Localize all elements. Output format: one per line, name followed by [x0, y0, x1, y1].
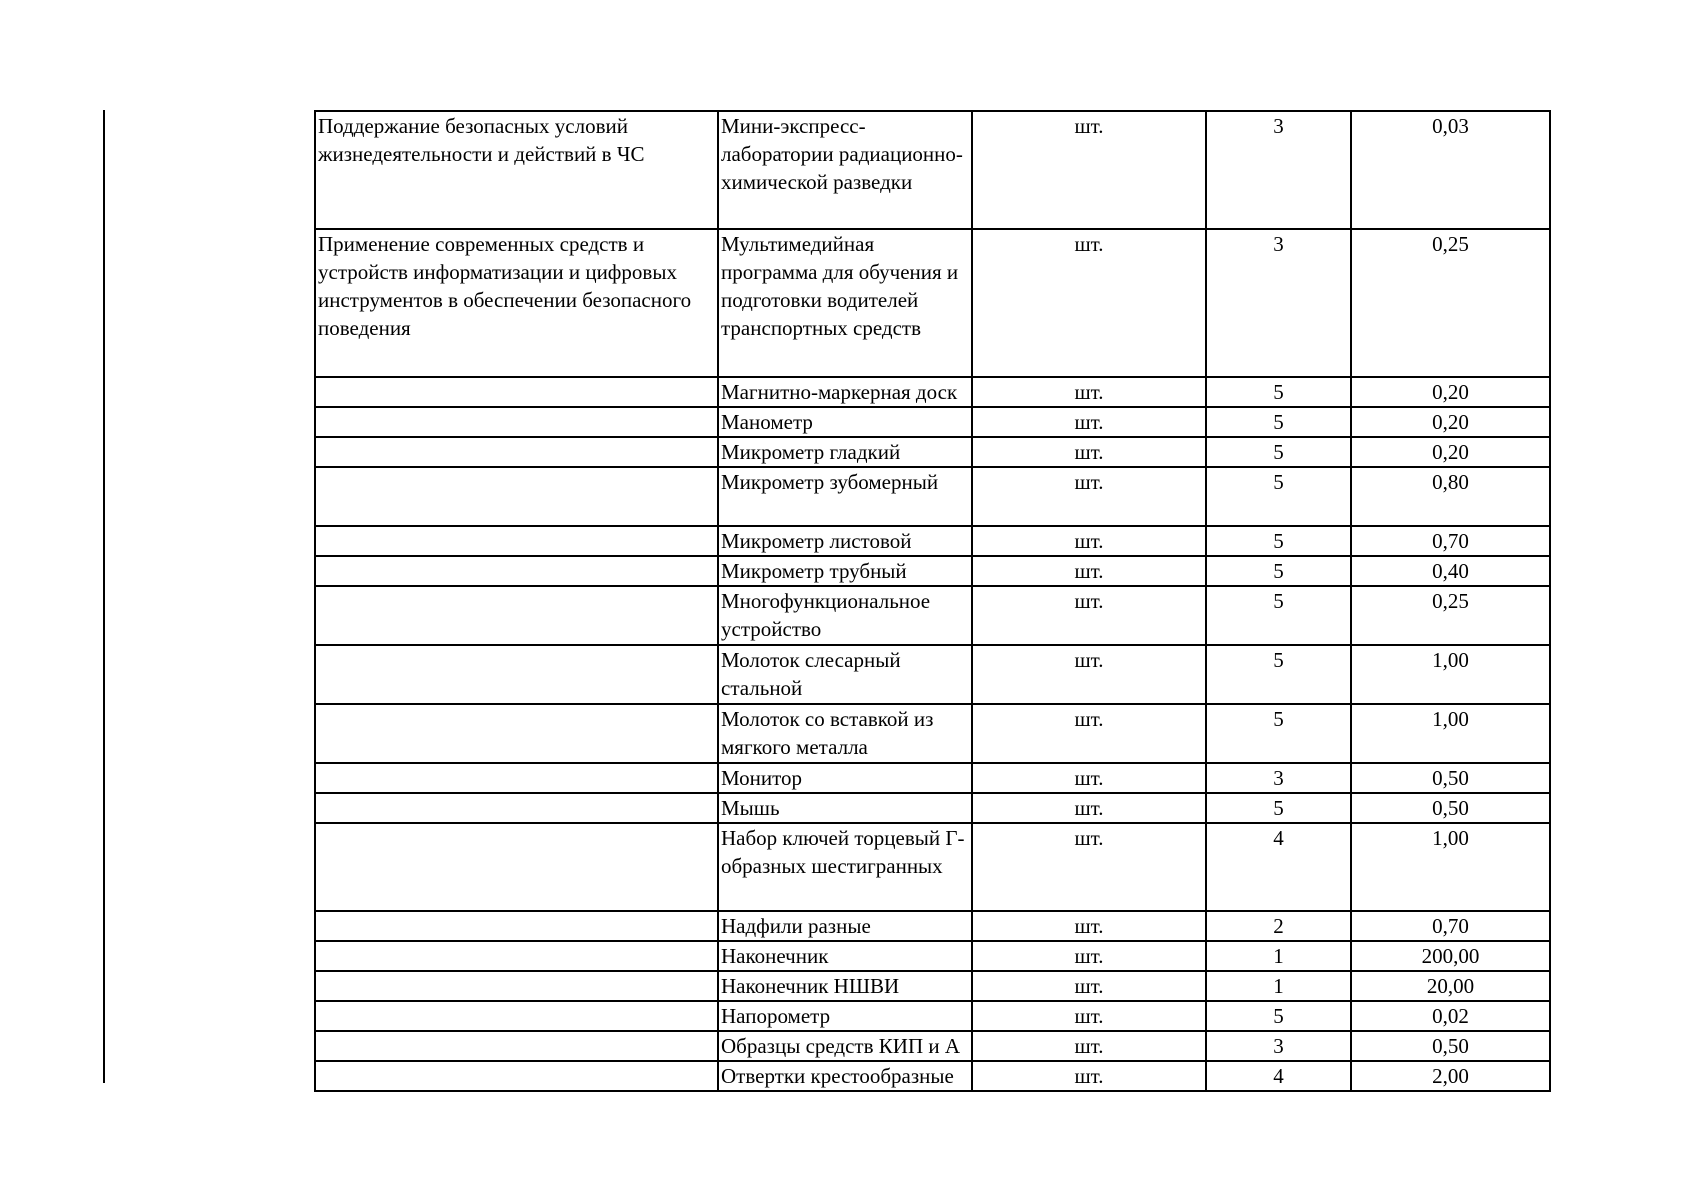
section-cell	[315, 793, 718, 823]
item-name-cell: Мультимедийная программа для обучения и подготовки водителей транспортных средств	[718, 229, 972, 377]
item-name-cell: Магнитно-маркерная доск	[718, 377, 972, 407]
section-cell	[315, 437, 718, 467]
table-row	[315, 467, 1550, 526]
quantity-cell: 1	[1206, 971, 1351, 1001]
item-name-cell: Мышь	[718, 793, 972, 823]
value-cell: 0,70	[1351, 911, 1550, 941]
unit-cell: шт.	[972, 1061, 1206, 1091]
quantity-cell: 5	[1206, 704, 1351, 763]
value-cell: 0,25	[1351, 586, 1550, 645]
item-name-cell: Молоток со вставкой из мягкого металла	[718, 704, 972, 763]
quantity-cell: 5	[1206, 407, 1351, 437]
unit-cell: шт.	[972, 377, 1206, 407]
section-cell	[315, 377, 718, 407]
quantity-cell: 4	[1206, 823, 1351, 911]
value-cell: 1,00	[1351, 645, 1550, 704]
table-row	[315, 911, 1550, 941]
value-cell: 0,20	[1351, 407, 1550, 437]
unit-cell: шт.	[972, 941, 1206, 971]
value-cell: 20,00	[1351, 971, 1550, 1001]
item-name-cell: Микрометр трубный	[718, 556, 972, 586]
section-cell	[315, 586, 718, 645]
section-cell	[315, 645, 718, 704]
unit-cell: шт.	[972, 586, 1206, 645]
table-row	[315, 823, 1550, 911]
quantity-cell: 3	[1206, 1031, 1351, 1061]
unit-cell: шт.	[972, 111, 1206, 229]
item-name-cell: Микрометр листовой	[718, 526, 972, 556]
unit-cell: шт.	[972, 467, 1206, 526]
item-name-cell: Микрометр зубомерный	[718, 467, 972, 526]
table-row	[315, 971, 1550, 1001]
value-cell: 1,00	[1351, 704, 1550, 763]
unit-cell: шт.	[972, 823, 1206, 911]
section-cell	[315, 911, 718, 941]
unit-cell: шт.	[972, 556, 1206, 586]
section-cell	[315, 1001, 718, 1031]
unit-cell: шт.	[972, 793, 1206, 823]
section-cell: Применение современных средств и устройств информатизации и цифровых инструментов в обеспечении безопасного поведения	[315, 229, 718, 377]
value-cell: 2,00	[1351, 1061, 1550, 1091]
table-row	[315, 1031, 1550, 1061]
value-cell: 0,70	[1351, 526, 1550, 556]
quantity-cell: 5	[1206, 1001, 1351, 1031]
quantity-cell: 4	[1206, 1061, 1351, 1091]
item-name-cell: Микрометр гладкий	[718, 437, 972, 467]
table-row	[315, 793, 1550, 823]
quantity-cell: 5	[1206, 526, 1351, 556]
unit-cell: шт.	[972, 645, 1206, 704]
item-name-cell: Мини-экспресс-лаборатории радиационно-химической разведки	[718, 111, 972, 229]
table-row	[315, 1061, 1550, 1091]
value-cell: 1,00	[1351, 823, 1550, 911]
section-cell	[315, 763, 718, 793]
table-row	[315, 645, 1550, 704]
table-row	[315, 229, 1550, 377]
table-row	[315, 526, 1550, 556]
unit-cell: шт.	[972, 1031, 1206, 1061]
value-cell: 0,03	[1351, 111, 1550, 229]
unit-cell: шт.	[972, 911, 1206, 941]
unit-cell: шт.	[972, 407, 1206, 437]
value-cell: 0,50	[1351, 763, 1550, 793]
item-name-cell: Отвертки крестообразные	[718, 1061, 972, 1091]
table-row	[315, 407, 1550, 437]
section-cell	[315, 1061, 718, 1091]
value-cell: 0,02	[1351, 1001, 1550, 1031]
quantity-cell: 5	[1206, 793, 1351, 823]
table-row	[315, 704, 1550, 763]
item-name-cell: Наконечник НШВИ	[718, 971, 972, 1001]
item-name-cell: Надфили разные	[718, 911, 972, 941]
unit-cell: шт.	[972, 229, 1206, 377]
table-row	[315, 437, 1550, 467]
item-name-cell: Многофункциональное устройство	[718, 586, 972, 645]
unit-cell: шт.	[972, 971, 1206, 1001]
quantity-cell: 5	[1206, 586, 1351, 645]
unit-cell: шт.	[972, 704, 1206, 763]
quantity-cell: 5	[1206, 377, 1351, 407]
quantity-cell: 3	[1206, 229, 1351, 377]
quantity-cell: 3	[1206, 111, 1351, 229]
table-row	[315, 377, 1550, 407]
value-cell: 200,00	[1351, 941, 1550, 971]
section-cell	[315, 971, 718, 1001]
value-cell: 0,80	[1351, 467, 1550, 526]
section-cell: Поддержание безопасных условий жизнедеятельности и действий в ЧС	[315, 111, 718, 229]
quantity-cell: 1	[1206, 941, 1351, 971]
section-cell	[315, 704, 718, 763]
value-cell: 0,20	[1351, 377, 1550, 407]
left-margin-rule	[103, 110, 105, 1083]
item-name-cell: Напорометр	[718, 1001, 972, 1031]
quantity-cell: 5	[1206, 556, 1351, 586]
value-cell: 0,50	[1351, 793, 1550, 823]
table-row	[315, 586, 1550, 645]
item-name-cell: Наконечник	[718, 941, 972, 971]
unit-cell: шт.	[972, 1001, 1206, 1031]
table-row	[315, 556, 1550, 586]
section-cell	[315, 407, 718, 437]
section-cell	[315, 467, 718, 526]
unit-cell: шт.	[972, 437, 1206, 467]
item-name-cell: Набор ключей торцевый Г-образных шестигранных	[718, 823, 972, 911]
item-name-cell: Монитор	[718, 763, 972, 793]
unit-cell: шт.	[972, 526, 1206, 556]
quantity-cell: 5	[1206, 437, 1351, 467]
equipment-table	[314, 110, 1551, 1092]
value-cell: 0,50	[1351, 1031, 1550, 1061]
table-row	[315, 1001, 1550, 1031]
quantity-cell: 2	[1206, 911, 1351, 941]
table-row	[315, 111, 1550, 229]
unit-cell: шт.	[972, 763, 1206, 793]
table-row	[315, 763, 1550, 793]
value-cell: 0,20	[1351, 437, 1550, 467]
section-cell	[315, 823, 718, 911]
value-cell: 0,25	[1351, 229, 1550, 377]
section-cell	[315, 1031, 718, 1061]
item-name-cell: Молоток слесарный стальной	[718, 645, 972, 704]
table-row	[315, 941, 1550, 971]
quantity-cell: 5	[1206, 467, 1351, 526]
quantity-cell: 5	[1206, 645, 1351, 704]
section-cell	[315, 556, 718, 586]
item-name-cell: Образцы средств КИП и А	[718, 1031, 972, 1061]
section-cell	[315, 526, 718, 556]
quantity-cell: 3	[1206, 763, 1351, 793]
item-name-cell: Манометр	[718, 407, 972, 437]
value-cell: 0,40	[1351, 556, 1550, 586]
section-cell	[315, 941, 718, 971]
